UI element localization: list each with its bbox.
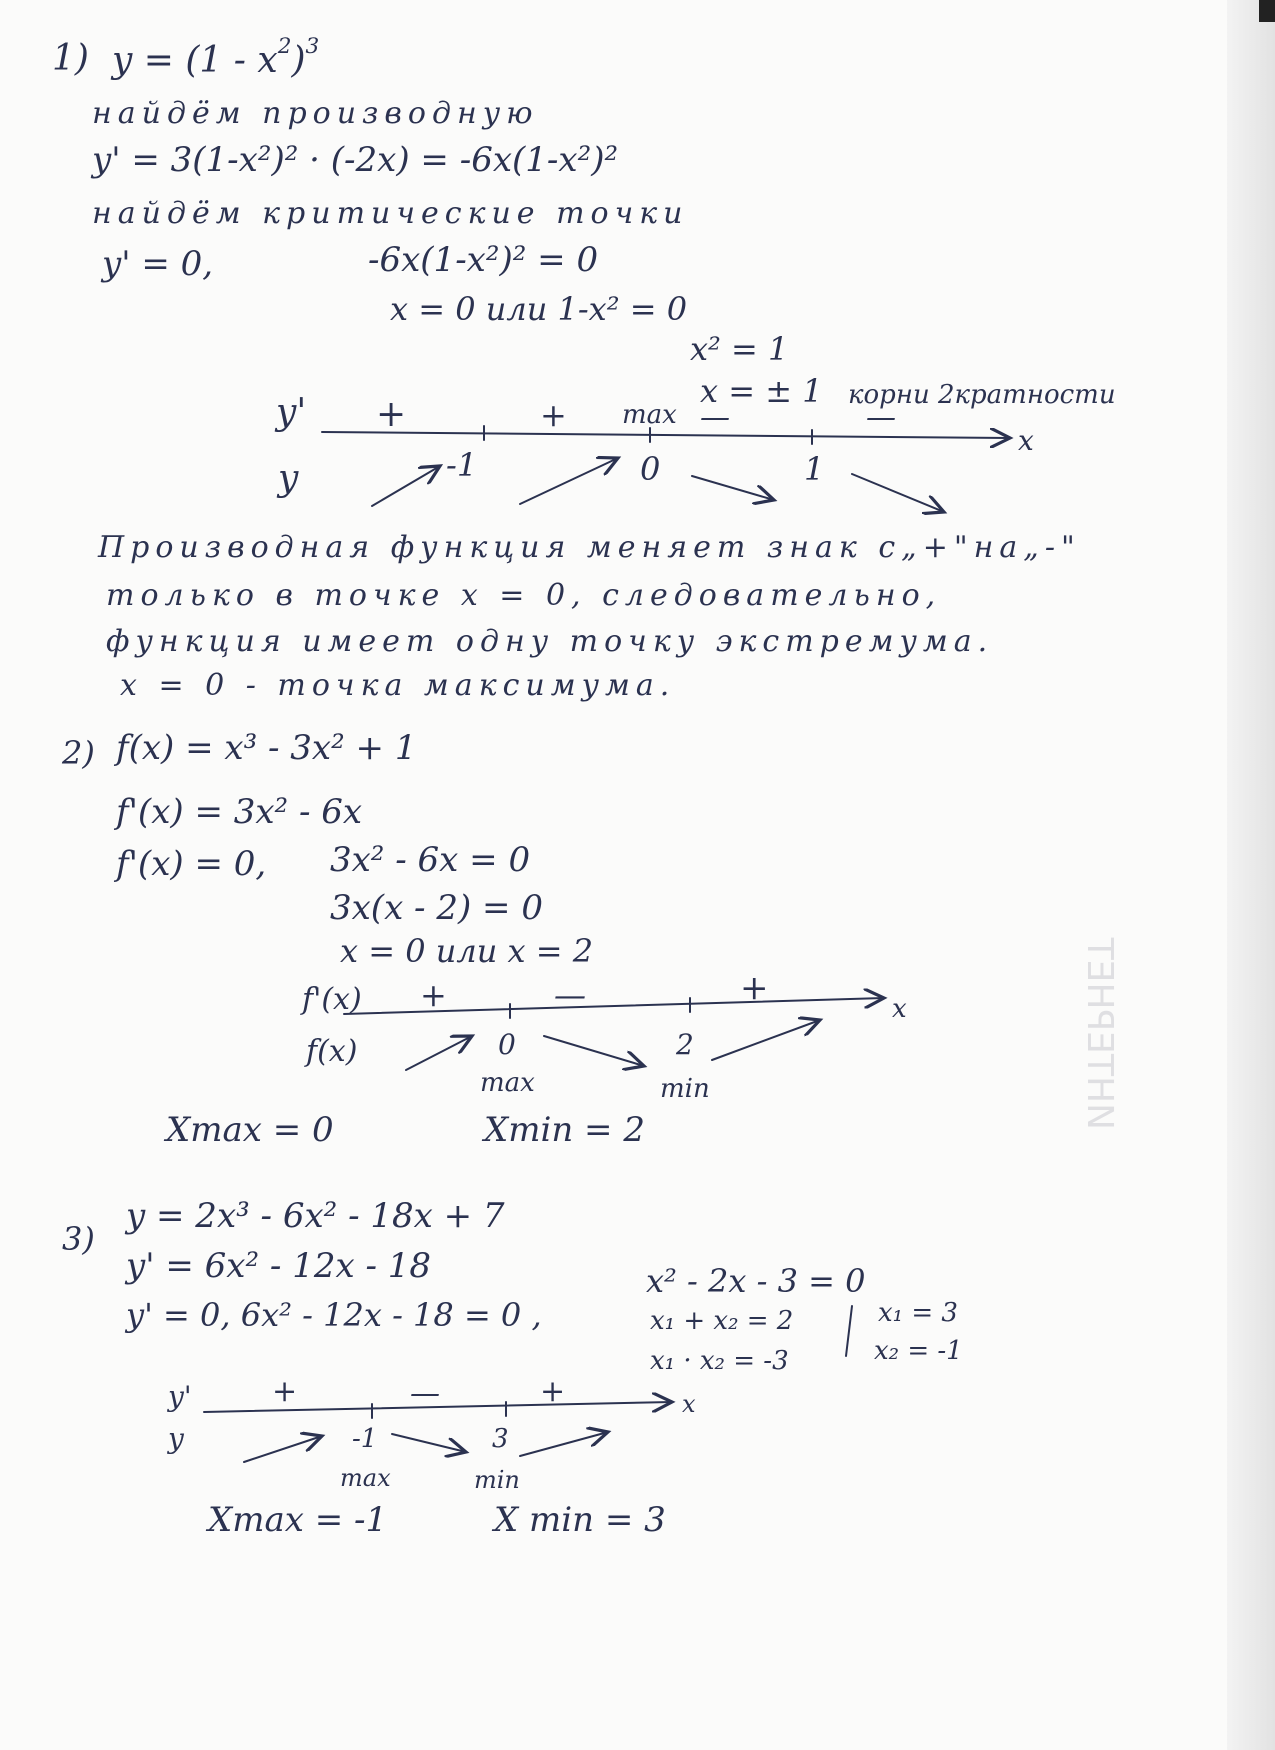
p2-max-label: max	[480, 1068, 535, 1098]
p1-x-squared: x² = 1	[690, 330, 789, 368]
p2-arrow-1	[406, 1036, 472, 1070]
p1-arrow-1	[372, 466, 440, 506]
p1-conclusion-line-1: Производная функция меняет знак с„+"на„-"	[98, 530, 1081, 565]
p2-factored: 3x(x - 2) = 0	[330, 888, 543, 928]
p2-number-line	[344, 998, 884, 1014]
p3-condition: y' = 0, 6x² - 12x - 18 = 0 ,	[126, 1296, 542, 1334]
p1-find-critical: найдём критические точки	[92, 196, 689, 231]
p3-axis-func-label: y	[168, 1422, 184, 1455]
p2-tick-label-1: 0	[498, 1028, 516, 1061]
p3-tick-label-1: -1	[352, 1424, 378, 1454]
p1-double-root-note: корни 2кратности	[848, 380, 1116, 410]
p1-tick-label-1: -1	[446, 446, 478, 484]
p1-sign-1: +	[376, 394, 407, 435]
p3-quadratic: x² - 2x - 3 = 0	[646, 1262, 866, 1300]
p2-arrow-3	[712, 1020, 820, 1060]
p1-sign-2: +	[540, 396, 567, 434]
p3-axis-var: x	[682, 1390, 696, 1418]
p3-axis-deriv-label: y'	[168, 1380, 192, 1413]
p3-sign-1: +	[272, 1374, 298, 1409]
bleed-through-text: ИНТЕРНЕТ	[1079, 937, 1120, 1130]
p3-derivative: y' = 6x² - 12x - 18	[126, 1246, 432, 1286]
p1-sign-4: —	[866, 400, 896, 435]
p1-condition: y' = 0,	[102, 244, 214, 284]
p1-axis-func-label: y	[278, 458, 299, 499]
p1-function: $y = (1 - x^2)^3$	[112, 33, 320, 81]
p3-min-label: min	[474, 1466, 520, 1494]
p3-number: 3)	[62, 1220, 95, 1258]
p1-find-derivative: найдём производную	[92, 96, 539, 131]
p1-arrow-3	[692, 476, 774, 500]
p1-tick-label-3: 1	[804, 450, 825, 488]
p2-x-max: Xmax = 0	[166, 1110, 334, 1150]
p1-axis-deriv-label: y'	[276, 392, 307, 433]
p1-arrow-2	[520, 458, 618, 504]
p2-derivative: f'(x) = 3x² - 6x	[116, 792, 363, 832]
p1-roots: x = 0 или 1-x² = 0	[390, 290, 688, 328]
p3-sign-2: —	[410, 1376, 440, 1411]
p1-max-label: max	[622, 400, 677, 430]
p3-arrow-3	[520, 1432, 608, 1456]
p2-sign-1: +	[420, 976, 447, 1014]
p1-number-line	[322, 432, 1010, 438]
p3-x-min: X min = 3	[494, 1500, 666, 1540]
p2-function: f(x) = x³ - 3x² + 1	[116, 728, 417, 768]
p1-x-pm: x = ± 1	[700, 372, 823, 410]
p2-arrow-2	[544, 1036, 644, 1066]
p1-conclusion-line-3: функция имеет одну точку экстремума.	[106, 624, 994, 659]
p3-root-2: x₂ = -1	[874, 1336, 963, 1366]
p3-vieta-sum: x₁ + x₂ = 2	[650, 1306, 794, 1336]
p1-equation: -6x(1-x²)² = 0	[368, 240, 599, 280]
p2-number: 2)	[62, 734, 95, 772]
p1-arrow-4	[852, 474, 944, 512]
p1-tick-label-2: 0	[640, 450, 661, 488]
p2-sign-3: +	[740, 968, 769, 1008]
p3-function: y = 2x³ - 6x² - 18x + 7	[126, 1196, 505, 1236]
p1-derivative: y' = 3(1-x²)² · (-2x) = -6x(1-x²)²	[92, 140, 619, 180]
p1-conclusion-line-2: только в точке x = 0, следовательно,	[106, 578, 942, 613]
p2-condition: f'(x) = 0,	[116, 844, 267, 884]
p3-sign-3: +	[540, 1374, 566, 1409]
p2-axis-var: x	[892, 994, 907, 1024]
p2-axis-func-label: f(x)	[306, 1034, 358, 1069]
p3-arrow-1	[244, 1436, 322, 1462]
p3-number-line	[204, 1402, 672, 1412]
p3-max-label: max	[340, 1464, 391, 1492]
p1-conclusion-line-4: x = 0 - точка максимума.	[120, 668, 676, 703]
p2-roots: x = 0 или x = 2	[340, 932, 594, 970]
p3-root-1: x₁ = 3	[878, 1298, 958, 1328]
p2-axis-deriv-label: f'(x)	[302, 982, 362, 1017]
p3-tick-label-2: 3	[492, 1424, 509, 1454]
p1-number: 1)	[52, 38, 89, 79]
p2-x-min: Xmin = 2	[484, 1110, 645, 1150]
p2-tick-label-2: 2	[676, 1028, 694, 1061]
p1-sign-3: —	[700, 400, 730, 435]
p2-sign-2: —	[554, 976, 586, 1014]
p2-equation: 3x² - 6x = 0	[330, 840, 531, 880]
p1-axis-var: x	[1018, 424, 1034, 457]
p3-vieta-prod: x₁ · x₂ = -3	[650, 1346, 789, 1376]
p3-arrow-2	[392, 1434, 466, 1452]
p3-x-max: Xmax = -1	[208, 1500, 388, 1540]
p2-min-label: min	[660, 1074, 710, 1104]
p3-vieta-separator	[846, 1306, 852, 1356]
